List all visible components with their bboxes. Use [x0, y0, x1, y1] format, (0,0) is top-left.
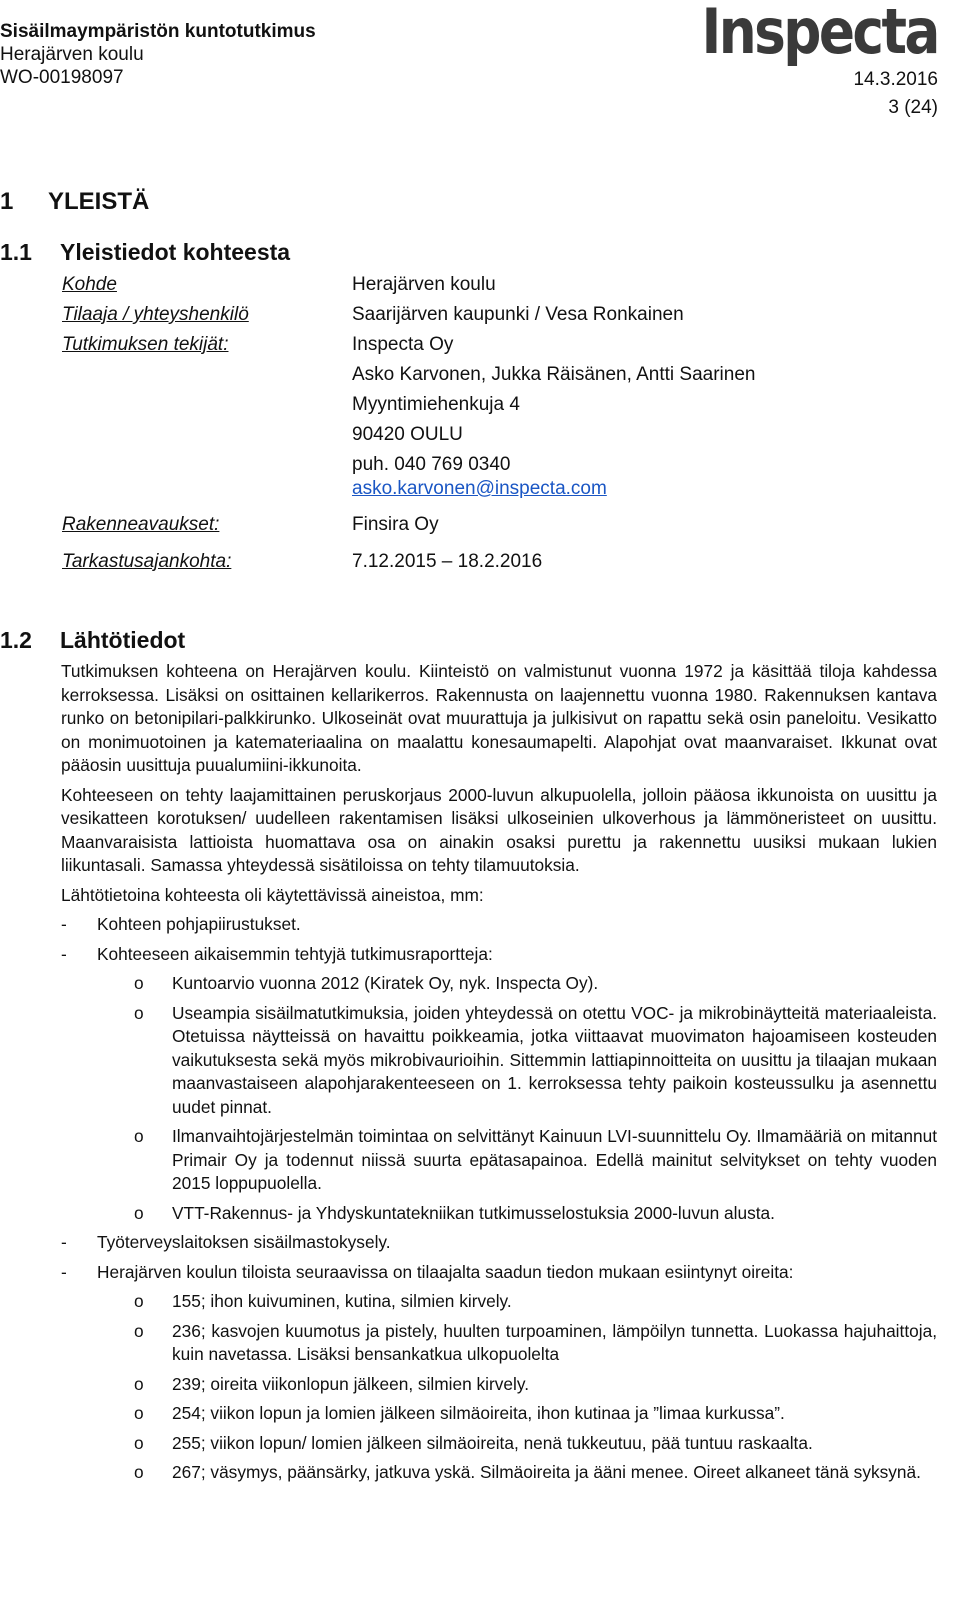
tekijat-line: Myyntimiehenkuja 4 [352, 394, 520, 415]
rakenne-label: Rakenneavaukset: [62, 514, 220, 535]
circle-marker: o [134, 1462, 144, 1482]
sub-list-item [97, 1202, 937, 1226]
tilaaja-label: Tilaaja / yhteyshenkilö [62, 304, 249, 325]
circle-marker: o [134, 1002, 144, 1023]
section-1-title: YLEISTÄ [48, 188, 150, 215]
tekijat-label: Tutkimuksen tekijät: [62, 334, 229, 355]
work-order-number: WO-00198097 [0, 67, 124, 88]
sub-list-item [97, 1402, 937, 1426]
list-item-text: Herajärven koulun tiloista seuraavissa on tilaajalta saadun tiedon mukaan esiintynyt oireita: [97, 1261, 794, 1282]
email-link[interactable]: asko.karvonen@inspecta.com [352, 478, 607, 499]
sub-list [97, 1290, 937, 1485]
sub-list-item [97, 1002, 937, 1120]
dash-marker: - [61, 1261, 67, 1282]
sub-list-item [97, 972, 937, 996]
circle-marker: o [134, 1126, 144, 1146]
paragraph-1: Tutkimuksen kohteena on Herajärven koulu. Kiinteistö on valmistunut vuonna 1972 ja käsittää tiloja kahdessa kerroksessa. Lisäksi on osittainen kellarikerros. Rakennusta on laajennettu vuonna 1980. Rakennuksen kantava runko on betonipilari-palkkirunko. Ulkoseinät ovat muurattuja ja julkisivut on rapattu sekä osin paneloitu. Vesikatto on monimuotoinen ja katemateriaalina on maalattu konesaumapelti. Alapohjat ovat maanvaraiset. Ikkunat ovat pääosin uusittuja puualumiini-ikkunoita. [61, 661, 937, 775]
document-title: Sisäilmaympäristön kuntotutkimus [0, 21, 316, 42]
sub-item-text: Ilmanvaihtojärjestelmän toimintaa on selvittänyt Kainuun LVI-suunnittelu Oy. Ilmamääriä on mitannut Primair Oy ja todennut niissä suurta epätasapainoa. Edellä mainitut selvitykset on tehty vuoden 2015 loppupuolella. [172, 1126, 937, 1193]
dash-marker: - [61, 943, 67, 964]
section-1-2-title: Lähtötiedot [60, 627, 186, 653]
section-1-1-title: Yleistiedot kohteesta [60, 239, 291, 265]
dash-marker: - [61, 1232, 67, 1252]
tarkastus-value: 7.12.2015 – 18.2.2016 [352, 551, 543, 572]
tilaaja-value: Saarijärven kaupunki / Vesa Ronkainen [352, 304, 684, 325]
sub-item-text: 239; oireita viikonlopun jälkeen, silmien kirvely. [172, 1373, 529, 1394]
inspecta-logo: Inspecta [701, 0, 938, 68]
sub-list-item [97, 1125, 937, 1196]
list-item [61, 1261, 937, 1485]
rakenne-value: Finsira Oy [352, 514, 439, 535]
section-1-number: 1 [0, 188, 14, 215]
circle-marker: o [134, 1373, 144, 1394]
sub-item-text: VTT-Rakennus- ja Yhdyskuntatekniikan tutkimusselostuksia 2000-luvun alusta. [172, 1202, 775, 1223]
circle-marker: o [134, 1432, 144, 1453]
circle-marker: o [134, 1320, 144, 1341]
page-number: 3 (24) [888, 97, 938, 118]
sub-item-text: Useampia sisäilmatutkimuksia, joiden yhteydessä on otettu VOC- ja mikrobinäytteitä materiaaleista. Otetuissa näytteissä on havaittu poikkeamia, jotka viittaavat muovimaton hajoamiseen kosteuden vaikutuksesta sekä myös mikrobivaurioihin. Sittemmin lattiapinnoitteita on uusittu ja tilaajan mukaan maanvastaiseen alapohjarakenteeseen on 1. kerroksessa tehty paikoin kosteussulku ja asennettu uudet pinnat. [172, 1002, 937, 1117]
sub-item-text: 236; kasvojen kuumotus ja pistely, huulten turpoaminen, lämpöilyn tunnetta. Luokassa hajuhaittoja, kuin navetassa. Lisäksi bensankatkua ulkopuolelta [172, 1320, 937, 1364]
tekijat-line: Inspecta Oy [352, 334, 454, 355]
sub-item-text: 267; väsymys, päänsärky, jatkuva yskä. Silmäoireita ja ääni menee. Oireet alkaneet tänä syksynä. [172, 1462, 921, 1482]
sub-list-item [97, 1461, 937, 1485]
dash-marker: - [61, 914, 67, 934]
sub-list-item [97, 1320, 937, 1367]
kohde-value: Herajärven koulu [352, 274, 496, 295]
sub-list-item [97, 1432, 937, 1456]
section-1-2-number: 1.2 [0, 627, 32, 653]
list-item [61, 943, 937, 1226]
tekijat-line: Asko Karvonen, Jukka Räisänen, Antti Saarinen [352, 364, 756, 385]
list-item [61, 1231, 937, 1255]
list-item [61, 913, 937, 937]
sub-list-item [97, 1290, 937, 1314]
kohde-label: Kohde [62, 274, 117, 295]
section-1-heading [0, 188, 149, 216]
source-list [61, 913, 937, 1485]
section-1-1-number: 1.1 [0, 239, 32, 265]
circle-marker: o [134, 973, 144, 993]
page-header [0, 20, 316, 89]
tekijat-line: 90420 OULU [352, 424, 463, 445]
sub-list [97, 972, 937, 1225]
section-1-1-heading [0, 238, 290, 266]
info-table [62, 270, 942, 580]
sub-list-item [97, 1373, 937, 1397]
tekijat-line: puh. 040 769 0340 [352, 454, 511, 475]
tarkastus-label: Tarkastusajankohta: [62, 551, 232, 572]
sub-item-text: 155; ihon kuivuminen, kutina, silmien kirvely. [172, 1291, 512, 1311]
paragraph-3: Lähtötietoina kohteesta oli käytettävissä aineistoa, mm: [61, 884, 484, 905]
sub-item-text: 254; viikon lopun ja lomien jälkeen silmäoireita, ihon kutinaa ja ”limaa kurkussa”. [172, 1403, 785, 1423]
circle-marker: o [134, 1202, 144, 1223]
list-item-text: Kohteen pohjapiirustukset. [97, 914, 301, 934]
site-name: Herajärven koulu [0, 44, 144, 65]
sub-item-text: Kuntoarvio vuonna 2012 (Kiratek Oy, nyk. Inspecta Oy). [172, 973, 599, 993]
document-date: 14.3.2016 [853, 69, 938, 90]
sub-item-text: 255; viikon lopun/ lomien jälkeen silmäoireita, nenä tukkeutuu, pää tuntuu raskaalta. [172, 1432, 813, 1453]
paragraph-2: Kohteeseen on tehty laajamittainen peruskorjaus 2000-luvun alkupuolella, jolloin pääosa ikkunoista on uusittu ja vesikatteen korotuksen/ uudelleen rakentamisen lisäksi ulkoseinien ulkoverhous ja lämmöneristeet on uusittu. Maanvaraisista lattioista huomattava osa on ainakin osaksi purettu ja rakennettu uusiksi mukaan lukien liikuntasali. Samassa yhteydessä sisätiloissa on tehty tilamuutoksia. [61, 784, 937, 875]
circle-marker: o [134, 1403, 144, 1423]
circle-marker: o [134, 1291, 144, 1311]
section-1-2-body [61, 660, 937, 1491]
list-item-text: Työterveyslaitoksen sisäilmastokysely. [97, 1232, 391, 1252]
section-1-2-heading [0, 626, 185, 654]
list-item-text: Kohteeseen aikaisemmin tehtyjä tutkimusraportteja: [97, 943, 493, 964]
